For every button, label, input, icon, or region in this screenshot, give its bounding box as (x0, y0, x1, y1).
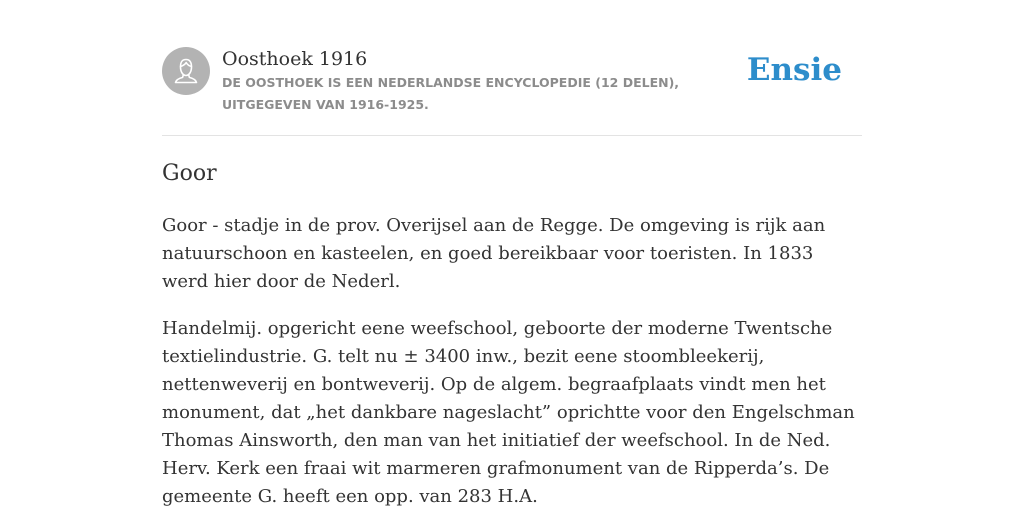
article-paragraph: Handelmij. opgericht eene weefschool, geboorte der moderne Twentsche textielindustrie. G. telt nu ± 3400 inw., bezit eene stoombleekerij, nettenweverij en bontweverij. Op de algem. begraafplaats vindt men het monument, dat „het dankbare nageslacht” oprichtte voor den Engelschman Thomas Ainsworth, den man van het initiatief der weefschool. In de Ned. Herv. Kerk een fraai wit marmeren grafmonument van de Ripperda’s. De gemeente G. heeft een opp. van 283 H.A. (162, 318, 855, 507)
article-paragraph: Goor - stadje in de prov. Overijsel aan de Regge. De omgeving is rijk aan natuurschoon en kasteelen, en goed bereikbaar voor toeristen. In 1833 werd hier door de Nederl. (162, 215, 826, 292)
user-icon[interactable] (162, 47, 210, 95)
header-divider (162, 135, 862, 136)
article-title: Goor (162, 161, 217, 186)
source-title[interactable]: Oosthoek 1916 (222, 48, 368, 70)
source-description: DE OOSTHOEK IS EEN NEDERLANDSE ENCYCLOPEDIE (12 DELEN), UITGEGEVEN VAN 1916-1925. (222, 75, 680, 112)
ensie-logo[interactable]: Ensie (746, 52, 842, 88)
source-header (162, 44, 862, 136)
article-body (162, 212, 862, 512)
